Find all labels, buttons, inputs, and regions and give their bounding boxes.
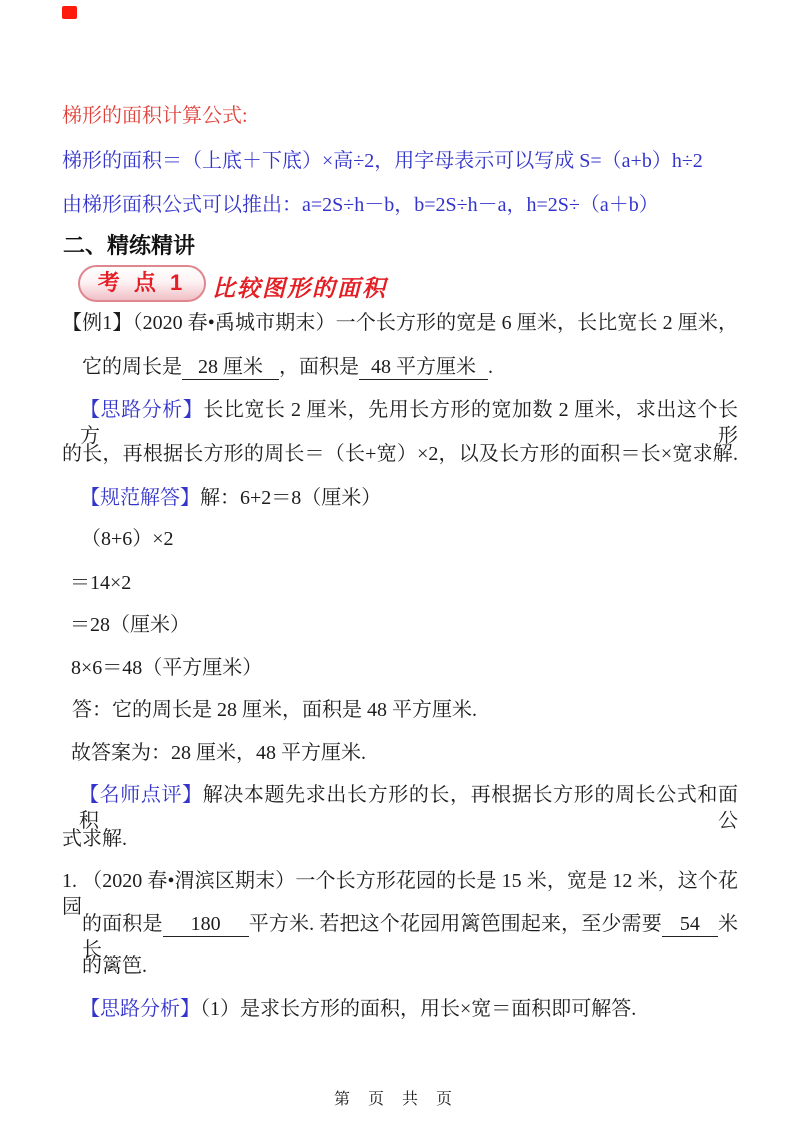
page-footer: 第 页 共 页: [333, 1091, 459, 1108]
exam-point-topic: 比较图形的面积: [212, 276, 387, 301]
answer-blank-garden-area: 180: [163, 912, 249, 937]
p1-line2-pre: 的面积是: [82, 913, 163, 935]
stem2-end: .: [488, 356, 493, 378]
comment-text-1: 解决本题先求出长方形的长，再根据长方形的周长公式和面积公: [79, 784, 739, 832]
section-heading: 二、精练精讲: [63, 233, 196, 258]
stem2-mid: ，面积是: [279, 356, 359, 378]
solution-label: 【规范解答】: [80, 487, 200, 509]
answer-blank-perimeter: 28 厘米: [182, 355, 279, 380]
p1-line2-end: 米长: [82, 913, 739, 961]
analysis-text-1: 长比宽长 2 厘米，先用长方形的宽加数 2 厘米，求出这个长方形: [80, 399, 739, 447]
answer-blank-area: 48 平方厘米: [359, 355, 488, 380]
p1-analysis-label: 【思路分析】: [80, 998, 200, 1020]
example1-comment-line1: [79, 782, 738, 834]
red-square-marker: [62, 6, 77, 19]
stem2-pre: 它的周长是: [82, 356, 182, 378]
exam-point-badge-label: 考 点 1: [97, 269, 187, 295]
solution-step-3: ＝28（厘米）: [70, 614, 190, 636]
trapezoid-area-formula: 梯形的面积＝（上底＋下底）×高÷2，用字母表示可以写成 S=（a+b）h÷2: [62, 150, 703, 172]
solution-final-answer: 故答案为：28 厘米，48 平方厘米.: [71, 742, 366, 764]
analysis-label: 【思路分析】: [80, 399, 204, 421]
example1-solution-line0: [80, 485, 381, 511]
solution-step-2: ＝14×2: [70, 572, 132, 594]
example1-stem-line2: [82, 354, 493, 380]
exam-point-badge: [78, 265, 206, 302]
solution-first-step: 解：6+2＝8（厘米）: [200, 487, 382, 509]
example1-stem-line1: 【例1】（2020 春•禹城市期末）一个长方形的宽是 6 厘米，长比宽长 2 厘米，: [62, 312, 738, 334]
example1-analysis-line2: 的长，再根据长方形的周长＝（长+宽）×2，以及长方形的面积＝长×宽求解.: [62, 443, 738, 465]
solution-step-4: 8×6＝48（平方厘米）: [71, 657, 263, 679]
comment-label: 【名师点评】: [79, 784, 203, 806]
problem1-line3: 的篱笆.: [82, 955, 147, 977]
trapezoid-formula-title: 梯形的面积计算公式:: [62, 105, 248, 127]
problem1-analysis: [80, 996, 636, 1022]
p1-analysis-text: （1）是求长方形的面积，用长×宽＝面积即可解答.: [200, 998, 637, 1020]
trapezoid-derived-formulas: 由梯形面积公式可以推出：a=2S÷h－b，b=2S÷h－a，h=2S÷（a＋b）: [62, 194, 659, 216]
p1-line2-mid: 平方米. 若把这个花园用篱笆围起来，至少需要: [248, 913, 662, 935]
problem1-line1: 1. （2020 春•渭滨区期末）一个长方形花园的长是 15 米，宽是 12 米，这个花园: [62, 870, 738, 918]
example1-comment-line2: 式求解.: [62, 828, 127, 850]
solution-answer-sentence: 答：它的周长是 28 厘米，面积是 48 平方厘米.: [72, 699, 477, 721]
problem1-line2: [82, 911, 738, 963]
solution-step-1: （8+6）×2: [81, 528, 174, 550]
answer-blank-fence-length: 54: [662, 912, 718, 937]
